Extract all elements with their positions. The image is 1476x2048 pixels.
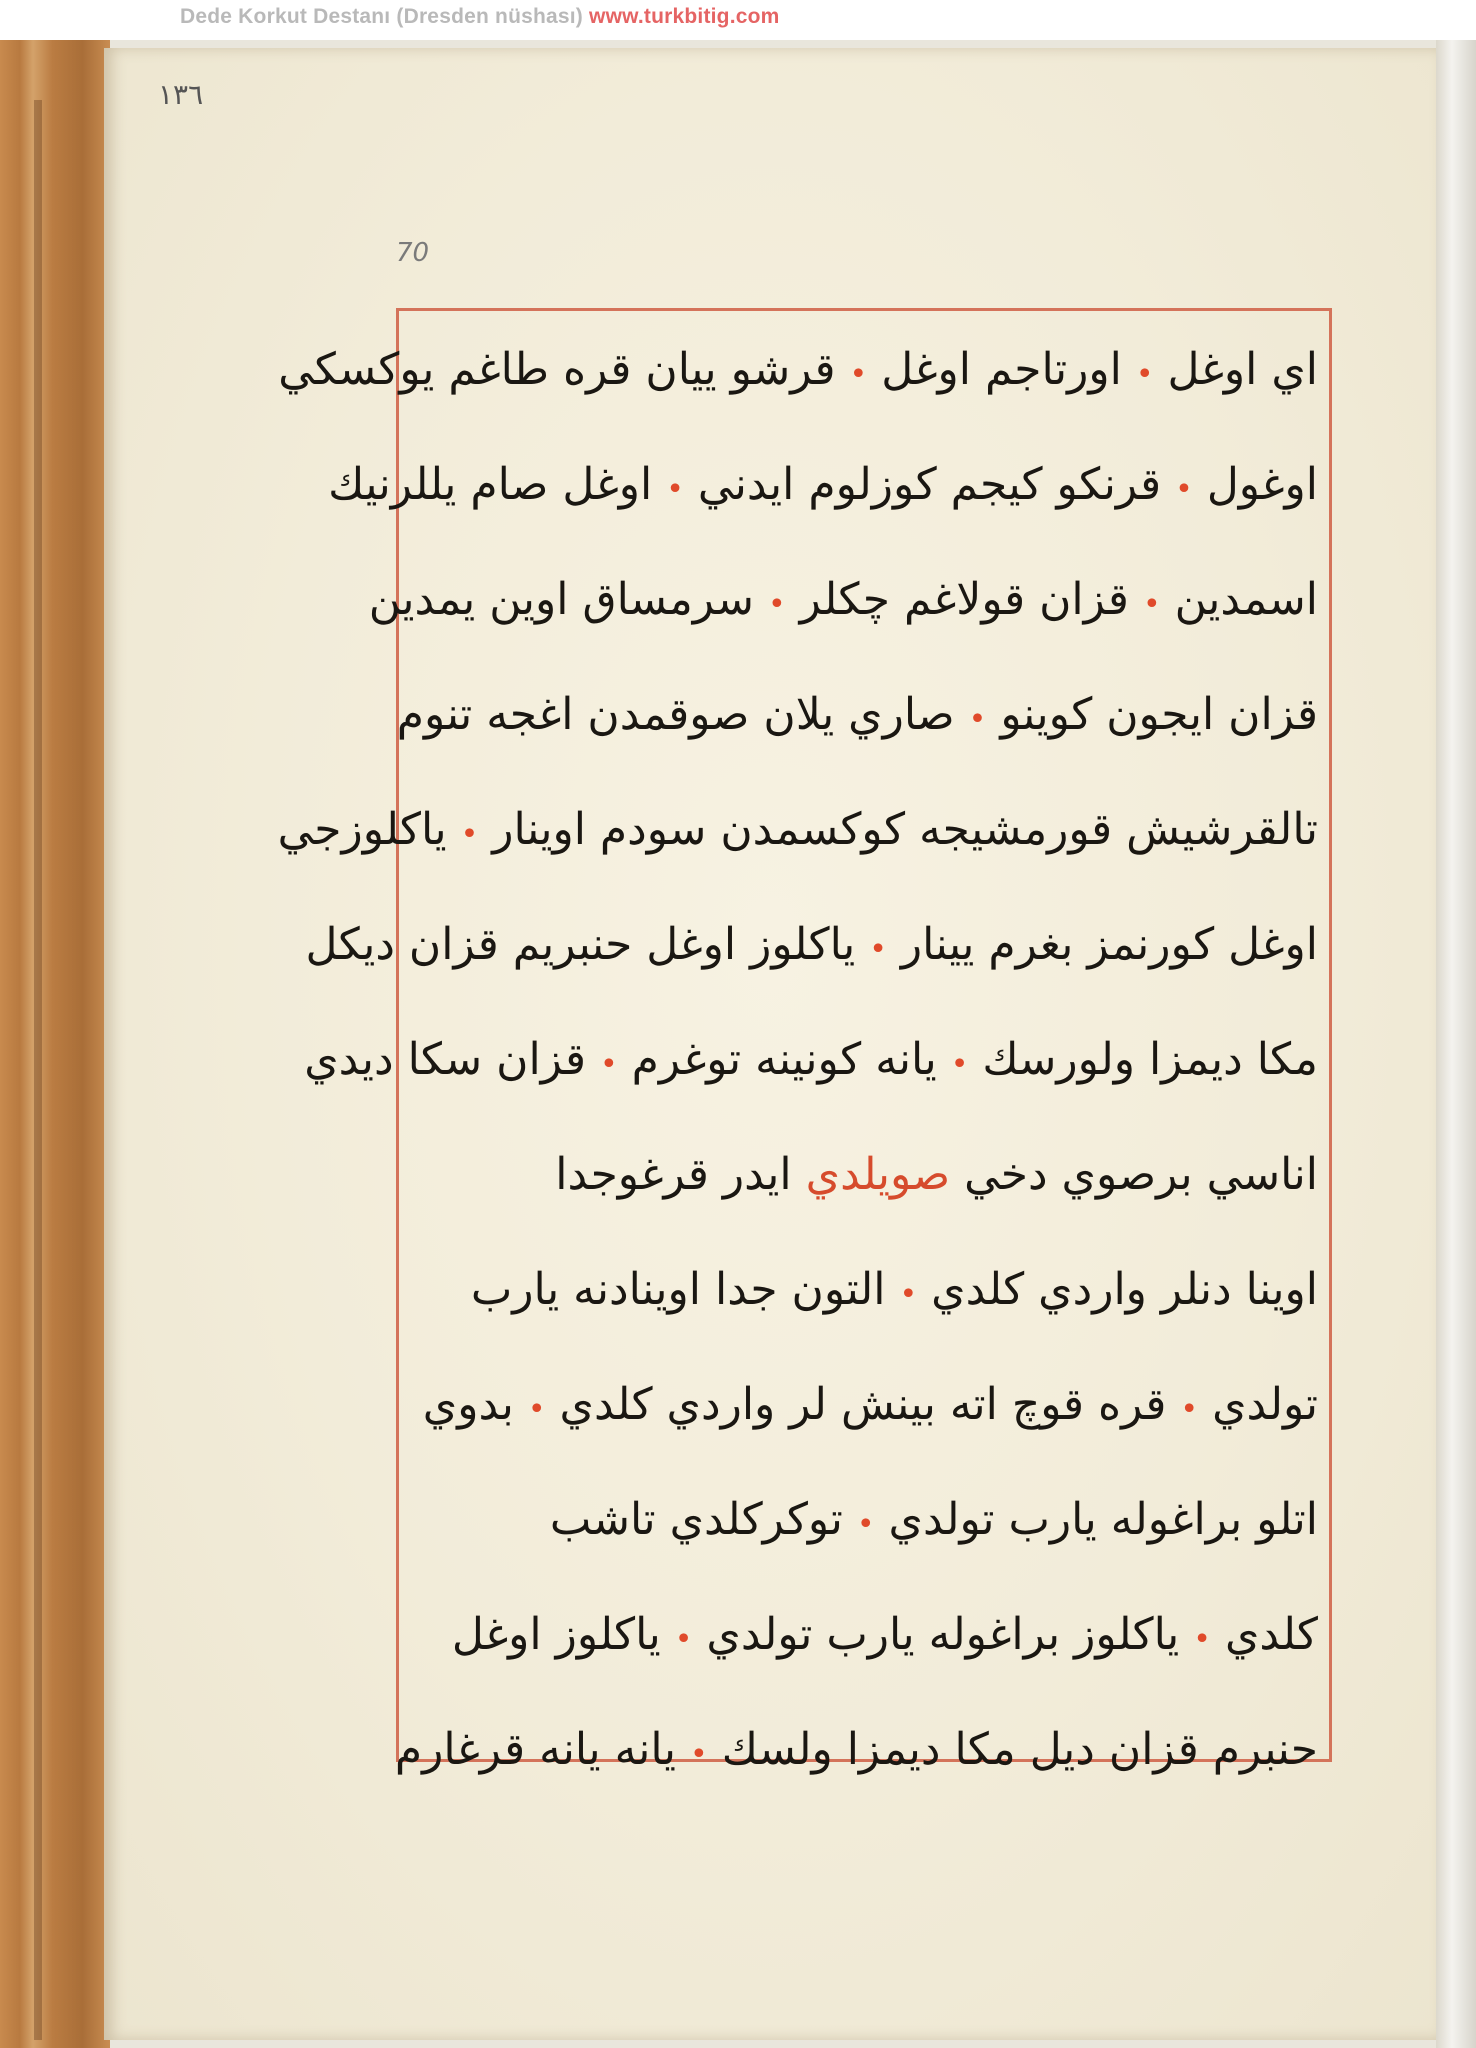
pencil-page-number: 70 [396, 238, 430, 268]
header-title: Dede Korkut Destanı (Dresden nüshası) [180, 5, 583, 28]
text-line-8 [410, 1117, 1318, 1232]
site-header [0, 0, 1476, 40]
punctuation-dot: • [1193, 1622, 1211, 1657]
text-line-12: كلدي • ياكلوز براغوله يارب تولدي • ياكلوز اوغل [451, 1609, 1318, 1660]
book-binding [0, 40, 110, 2048]
punctuation-dot: • [1175, 472, 1193, 507]
text-line-10: تولدي • قره قوچ اته بينش لر واردي كلدي • بدوي [422, 1379, 1318, 1430]
punctuation-dot: • [666, 472, 684, 507]
text-line-1: اي اوغل • اورتاجم اوغل • قرشو ييان قره طاغم يوكسكي [278, 344, 1318, 395]
punctuation-dot: • [849, 357, 868, 392]
text-line-9: اوينا دنلر واردي كلدي • التون جدا اوينادنه يارب [470, 1264, 1318, 1315]
line-8-before: اناسي برصوي دخي [950, 1149, 1318, 1200]
rubric-word: صويلدي [805, 1149, 951, 1200]
text-line-3: اسمدين • قزان قولاغم چكلر • سرمساق اوين يمدين [368, 574, 1318, 625]
text-line-5: تالقرشيش قورمشيجه كوكسمدن سودم اوينار • ياكلوزجي [277, 804, 1318, 855]
text-line-7: مكا ديمزا ولورسك • يانه كونينه توغرم • قزان سكا ديدي [304, 1034, 1318, 1085]
text-line-4: قزان ايجون كوينو • صاري يلان صوقمدن اغجه تنوم [396, 689, 1318, 740]
punctuation-dot: • [767, 587, 786, 622]
header-text [180, 5, 780, 29]
punctuation-dot: • [690, 1737, 708, 1772]
punctuation-dot: • [968, 702, 987, 737]
manuscript-text [277, 312, 1318, 1807]
punctuation-dot: • [599, 1047, 618, 1082]
text-line-13: حنبرم قزان ديل مكا ديمزا ولسك • يانه يانه قرغارم [394, 1724, 1318, 1775]
text-line-6: اوغل كورنمز بغرم يينار • ياكلوز اوغل حنبريم قزان ديكل [305, 919, 1318, 970]
punctuation-dot: • [899, 1277, 918, 1312]
text-line-2: اوغول • قرنكو كيجم كوزلوم ايدني • اوغل صام يللرنيك [328, 459, 1318, 510]
punctuation-dot: • [460, 817, 479, 852]
punctuation-dot: • [1180, 1392, 1199, 1427]
punctuation-dot: • [527, 1392, 546, 1427]
punctuation-dot: • [950, 1047, 969, 1082]
page-edge [1436, 40, 1476, 2048]
punctuation-dot: • [856, 1507, 875, 1542]
punctuation-dot: • [674, 1622, 693, 1657]
binding-seam [34, 100, 42, 2040]
header-url[interactable]: www.turkbitig.com [589, 5, 780, 28]
punctuation-dot: • [869, 932, 887, 967]
line-8-after: ايدر قرغوجدا [555, 1149, 806, 1200]
punctuation-dot: • [1142, 587, 1161, 622]
folio-number: ١٣٦ [158, 78, 204, 111]
text-line-11: اتلو براغوله يارب تولدي • توكركلدي تاشب [549, 1494, 1318, 1545]
punctuation-dot: • [1135, 357, 1154, 392]
